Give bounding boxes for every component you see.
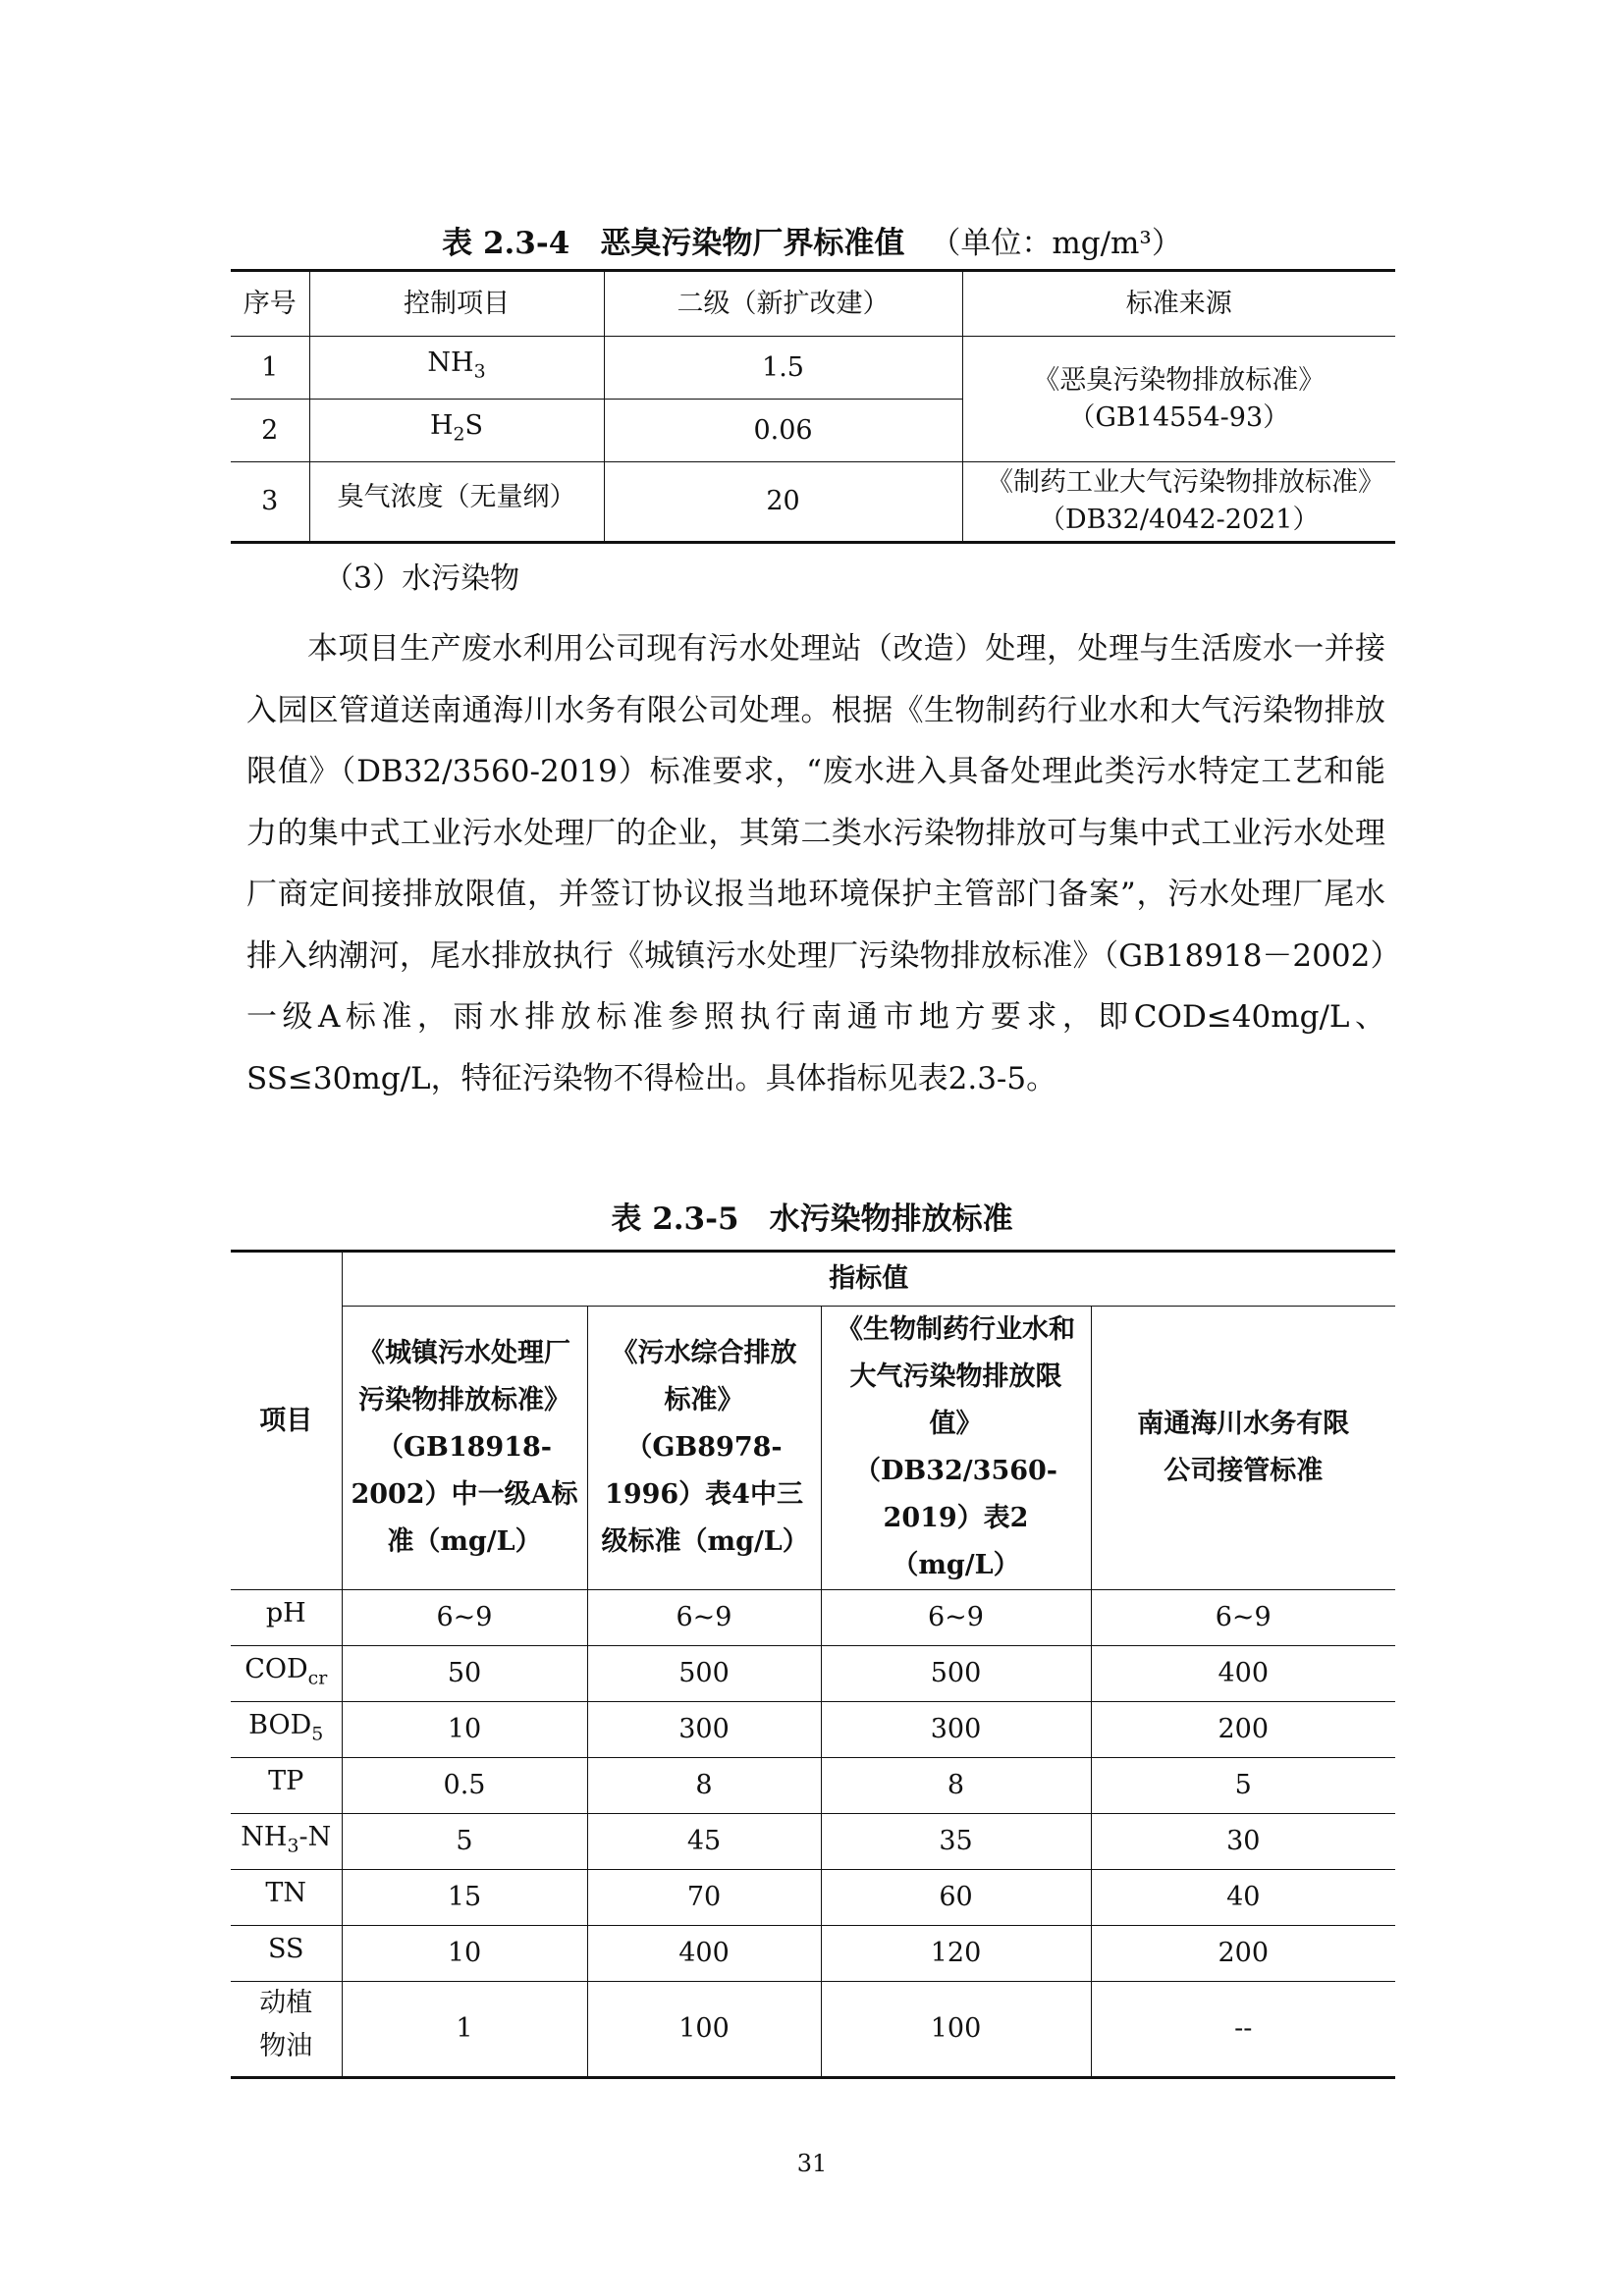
row-value: 200: [1091, 1926, 1395, 1982]
table-2-3-4-unit: （单位：mg/m³）: [930, 226, 1182, 261]
table-2-3-5-caption: 表 2.3-5 水污染物排放标准: [611, 1201, 1013, 1237]
row-item: $COD_{cr}$: [231, 1646, 342, 1702]
table-2-3-4-title: 恶臭污染物厂界标准值: [600, 226, 905, 261]
table-row: [231, 1758, 1395, 1814]
row-item: $BOD_5$: [231, 1702, 342, 1758]
col-header-group: 指标值: [342, 1252, 1395, 1307]
row-value: 5: [1091, 1758, 1395, 1814]
row-no: 3: [231, 462, 309, 543]
row-value: 100: [587, 1982, 821, 2078]
table-row: [231, 337, 1395, 400]
row-source: 《恶臭污染物排放标准》（GB14554-93）: [962, 337, 1395, 462]
table-header-row: [231, 271, 1395, 337]
odor-standard-table: [231, 269, 1395, 544]
row-value: 300: [821, 1702, 1091, 1758]
row-value: 5: [342, 1814, 587, 1870]
row-value: 35: [821, 1814, 1091, 1870]
table-row: [231, 1870, 1395, 1926]
table-row: [231, 1926, 1395, 1982]
table-header-row: [231, 1252, 1395, 1307]
col-header-item: 控制项目: [309, 271, 604, 337]
col-header-level2: 二级（新扩改建）: [604, 271, 962, 337]
row-item: TN: [231, 1870, 342, 1926]
table-row: [231, 1702, 1395, 1758]
table-2-3-4-label: 表 2.3-4: [442, 226, 570, 261]
row-value: 500: [821, 1646, 1091, 1702]
row-value: 500: [587, 1646, 821, 1702]
row-source: 《制药工业大气污染物排放标准》（DB32/4042-2021）: [962, 462, 1395, 543]
row-value: 1.5: [604, 337, 962, 400]
row-no: 2: [231, 400, 309, 462]
row-value: 100: [821, 1982, 1091, 2078]
row-value: 400: [587, 1926, 821, 1982]
row-item: 臭气浓度（无量纲）: [309, 462, 604, 543]
row-value: 40: [1091, 1870, 1395, 1926]
section-heading: （3）水污染物: [324, 561, 520, 596]
row-item: $H_2S$: [309, 400, 604, 462]
table-row: [231, 1590, 1395, 1646]
row-item: pH: [231, 1590, 342, 1646]
table-header-row: [231, 1307, 1395, 1590]
row-value: 400: [1091, 1646, 1395, 1702]
table-2-3-4-caption: [0, 218, 1624, 262]
col-header-source: 标准来源: [962, 271, 1395, 337]
row-item: SS: [231, 1926, 342, 1982]
table-row: [231, 1814, 1395, 1870]
row-value: 20: [604, 462, 962, 543]
col-header-gb18918: 《城镇污水处理厂污染物排放标准》（GB18918-2002）中一级A标准（mg/L）: [342, 1307, 587, 1590]
table-row: [231, 1646, 1395, 1702]
row-value: 8: [821, 1758, 1091, 1814]
row-item: $NH_3$: [309, 337, 604, 400]
page-number: 31: [796, 2150, 828, 2177]
row-value: 70: [587, 1870, 821, 1926]
water-pollutant-table: [231, 1250, 1395, 2079]
body-paragraph: 本项目生产废水利用公司现有污水处理站（改造）处理，处理与生活废水一并接入园区管道送南通海川水务有限公司处理。根据《生物制药行业水和大气污染物排放限值》（DB32/3560-2019）标准要求，“废水进入具备处理此类污水特定工艺和能力的集中式工业污水处理厂的企业，其第二类水污染物排放可与集中式工业污水处理厂商定间接排放限值，并签订协议报当地环境保护主管部门备案”，污水处理厂尾水排入纳潮河，尾水排放执行《城镇污水处理厂污染物排放标准》（GB18918－2002）一级A标准，雨水排放标准参照执行南通市地方要求，即COD≤40mg/L、SS≤30mg/L，特征污染物不得检出。具体指标见表2.3-5。: [246, 631, 1385, 1096]
row-value: 30: [1091, 1814, 1395, 1870]
row-value: 6~9: [342, 1590, 587, 1646]
row-value: 120: [821, 1926, 1091, 1982]
col-header-db32: 《生物制药行业水和大气污染物排放限值》（DB32/3560-2019）表2（mg/L）: [821, 1307, 1091, 1590]
row-value: 10: [342, 1926, 587, 1982]
row-value: 1: [342, 1982, 587, 2078]
row-value: 45: [587, 1814, 821, 1870]
table-row: [231, 462, 1395, 543]
row-value: 300: [587, 1702, 821, 1758]
row-value: 6~9: [587, 1590, 821, 1646]
table-row: [231, 1982, 1395, 2078]
row-value: 0.06: [604, 400, 962, 462]
row-value: --: [1091, 1982, 1395, 2078]
row-value: 60: [821, 1870, 1091, 1926]
row-item: TP: [231, 1758, 342, 1814]
row-value: 10: [342, 1702, 587, 1758]
row-value: 50: [342, 1646, 587, 1702]
col-header-gb8978: 《污水综合排放标准》（GB8978-1996）表4中三级标准（mg/L）: [587, 1307, 821, 1590]
row-item: 动植物油: [231, 1982, 342, 2078]
row-no: 1: [231, 337, 309, 400]
col-header-haichuan: 南通海川水务有限公司接管标准: [1091, 1307, 1395, 1590]
row-value: 8: [587, 1758, 821, 1814]
row-value: 6~9: [1091, 1590, 1395, 1646]
col-header-no: 序号: [231, 271, 309, 337]
row-value: 6~9: [821, 1590, 1091, 1646]
row-item: $NH_3-N$: [231, 1814, 342, 1870]
row-value: 200: [1091, 1702, 1395, 1758]
col-header-item: 项目: [231, 1252, 342, 1590]
row-value: 0.5: [342, 1758, 587, 1814]
row-value: 15: [342, 1870, 587, 1926]
